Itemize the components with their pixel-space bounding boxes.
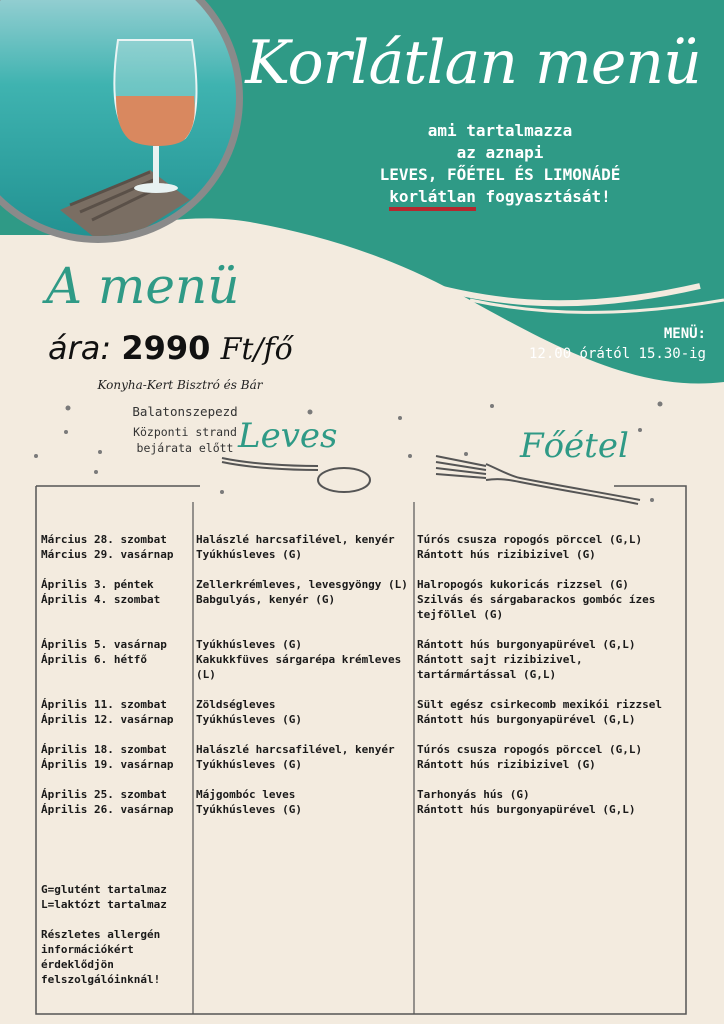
price-label: ára: [48,329,112,367]
hours-value: 12.00 órától 15.30-ig [528,346,706,362]
soup-column-heading: Leves [238,416,338,456]
main-course-entry: tejföllel (G) [417,608,504,621]
tagline-emphasis: korlátlan [389,187,476,211]
main-course-entry: Rántott hús burgonyapürével (G,L) [417,803,636,816]
price-unit: Ft/fő [220,332,293,367]
main-course-entry: tartármártással (G,L) [417,668,557,681]
date-entry: Április 6. hétfő [41,653,147,666]
date-entry: Április 11. szombat [41,698,167,711]
date-entry [41,667,173,682]
mains-column [417,532,662,817]
soup-entry: (L) [196,668,216,681]
soup-entry: Tyúkhúsleves (G) [196,548,302,561]
legend-allergen-4: felszolgálóinknál! [41,973,161,986]
soup-entry: Halászlé harcsafilével, kenyér [196,533,395,546]
tagline-line-4 [320,186,680,208]
menu-heading: A menü [46,257,240,315]
date-entry: Április 25. szombat [41,788,167,801]
main-course-entry: Sült egész csirkecomb mexikói rizzsel [417,698,663,711]
main-course-entry: Rántott hús rizibizivel (G) [417,758,596,771]
price-value: 2990 [121,329,211,367]
legend-lactose: L=laktózt tartalmaz [41,898,167,911]
main-course-entry: Rántott hús burgonyapürével (G,L) [417,713,636,726]
date-entry: Április 3. péntek [41,578,154,591]
main-course-entry: Szilvás és sárgabarackos gombóc ízes [417,593,656,606]
hours-title: MENÜ: [663,326,706,342]
entrance-line-1: Központi strand [133,425,237,439]
main-course-entry: Rántott hús rizibizivel (G) [417,548,596,561]
main-course-entry: Túrós csusza ropogós pörccel (G,L) [417,743,643,756]
legend-allergen-2: információkért [41,943,134,956]
date-entry: Április 19. vasárnap [41,758,174,771]
soup-entry: Tyúkhúsleves (G) [196,713,302,726]
soup-entry: Májgombóc leves [196,788,296,801]
soup-entry: Zöldségleves [196,698,276,711]
spoon-icon [222,458,370,492]
page-title: Korlátlan menü [245,28,701,98]
legend-allergen-1: Részletes allergén [41,928,161,941]
date-entry: Március 28. szombat [41,533,167,546]
venue-town: Balatonszepezd [132,404,238,419]
soup-entry: Babgulyás, kenyér (G) [196,593,336,606]
date-entry: Április 4. szombat [41,593,161,606]
price-line [48,326,293,372]
main-course-entry: Túrós csusza ropogós pörccel (G,L) [417,533,643,546]
soup-entry: Zellerkrémleves, levesgyöngy (L) [196,578,408,591]
main-course-entry: Tarhonyás hús (G) [417,788,530,801]
tagline-line-4-rest: fogyasztását! [475,187,611,206]
date-entry [41,607,173,622]
date-entry: Március 29. vasárnap [41,548,174,561]
date-entry: Április 26. vasárnap [41,803,174,816]
opening-hours [470,324,706,364]
dates-column [41,532,173,817]
main-course-entry: Rántott sajt rizibizivel, [417,653,583,666]
soup-entry: Halászlé harcsafilével, kenyér [196,743,395,756]
main-course-column-heading: Főétel [520,426,629,466]
legend-gluten: G=glutént tartalmaz [41,883,167,896]
soup-entry: Tyúkhúsleves (G) [196,758,302,771]
entrance-line-2: bejárata előtt [136,441,234,455]
date-entry: Április 18. szombat [41,743,167,756]
allergen-legend [41,882,167,987]
tagline-line-1: ami tartalmazza [427,121,573,140]
soup-entry [196,607,408,622]
date-entry: Április 5. vasárnap [41,638,167,651]
tagline [320,120,680,208]
soup-entry: Tyúkhúsleves (G) [196,638,302,651]
soup-entry: Tyúkhúsleves (G) [196,803,302,816]
tagline-line-2: az aznapi [456,143,544,162]
soup-entry: Kakukkfüves sárgarépa krémleves [196,653,402,666]
main-course-entry: Rántott hús burgonyapürével (G,L) [417,638,636,651]
tagline-line-3: LEVES, FŐÉTEL ÉS LIMONÁDÉ [379,165,621,184]
date-entry: Április 12. vasárnap [41,713,174,726]
soups-column [196,532,408,817]
venue-name: Konyha-Kert Bisztró és Bár [97,378,263,392]
legend-allergen-3: érdeklődjön [41,958,114,971]
main-course-entry: Halropogós kukoricás rizzsel (G) [417,578,629,591]
